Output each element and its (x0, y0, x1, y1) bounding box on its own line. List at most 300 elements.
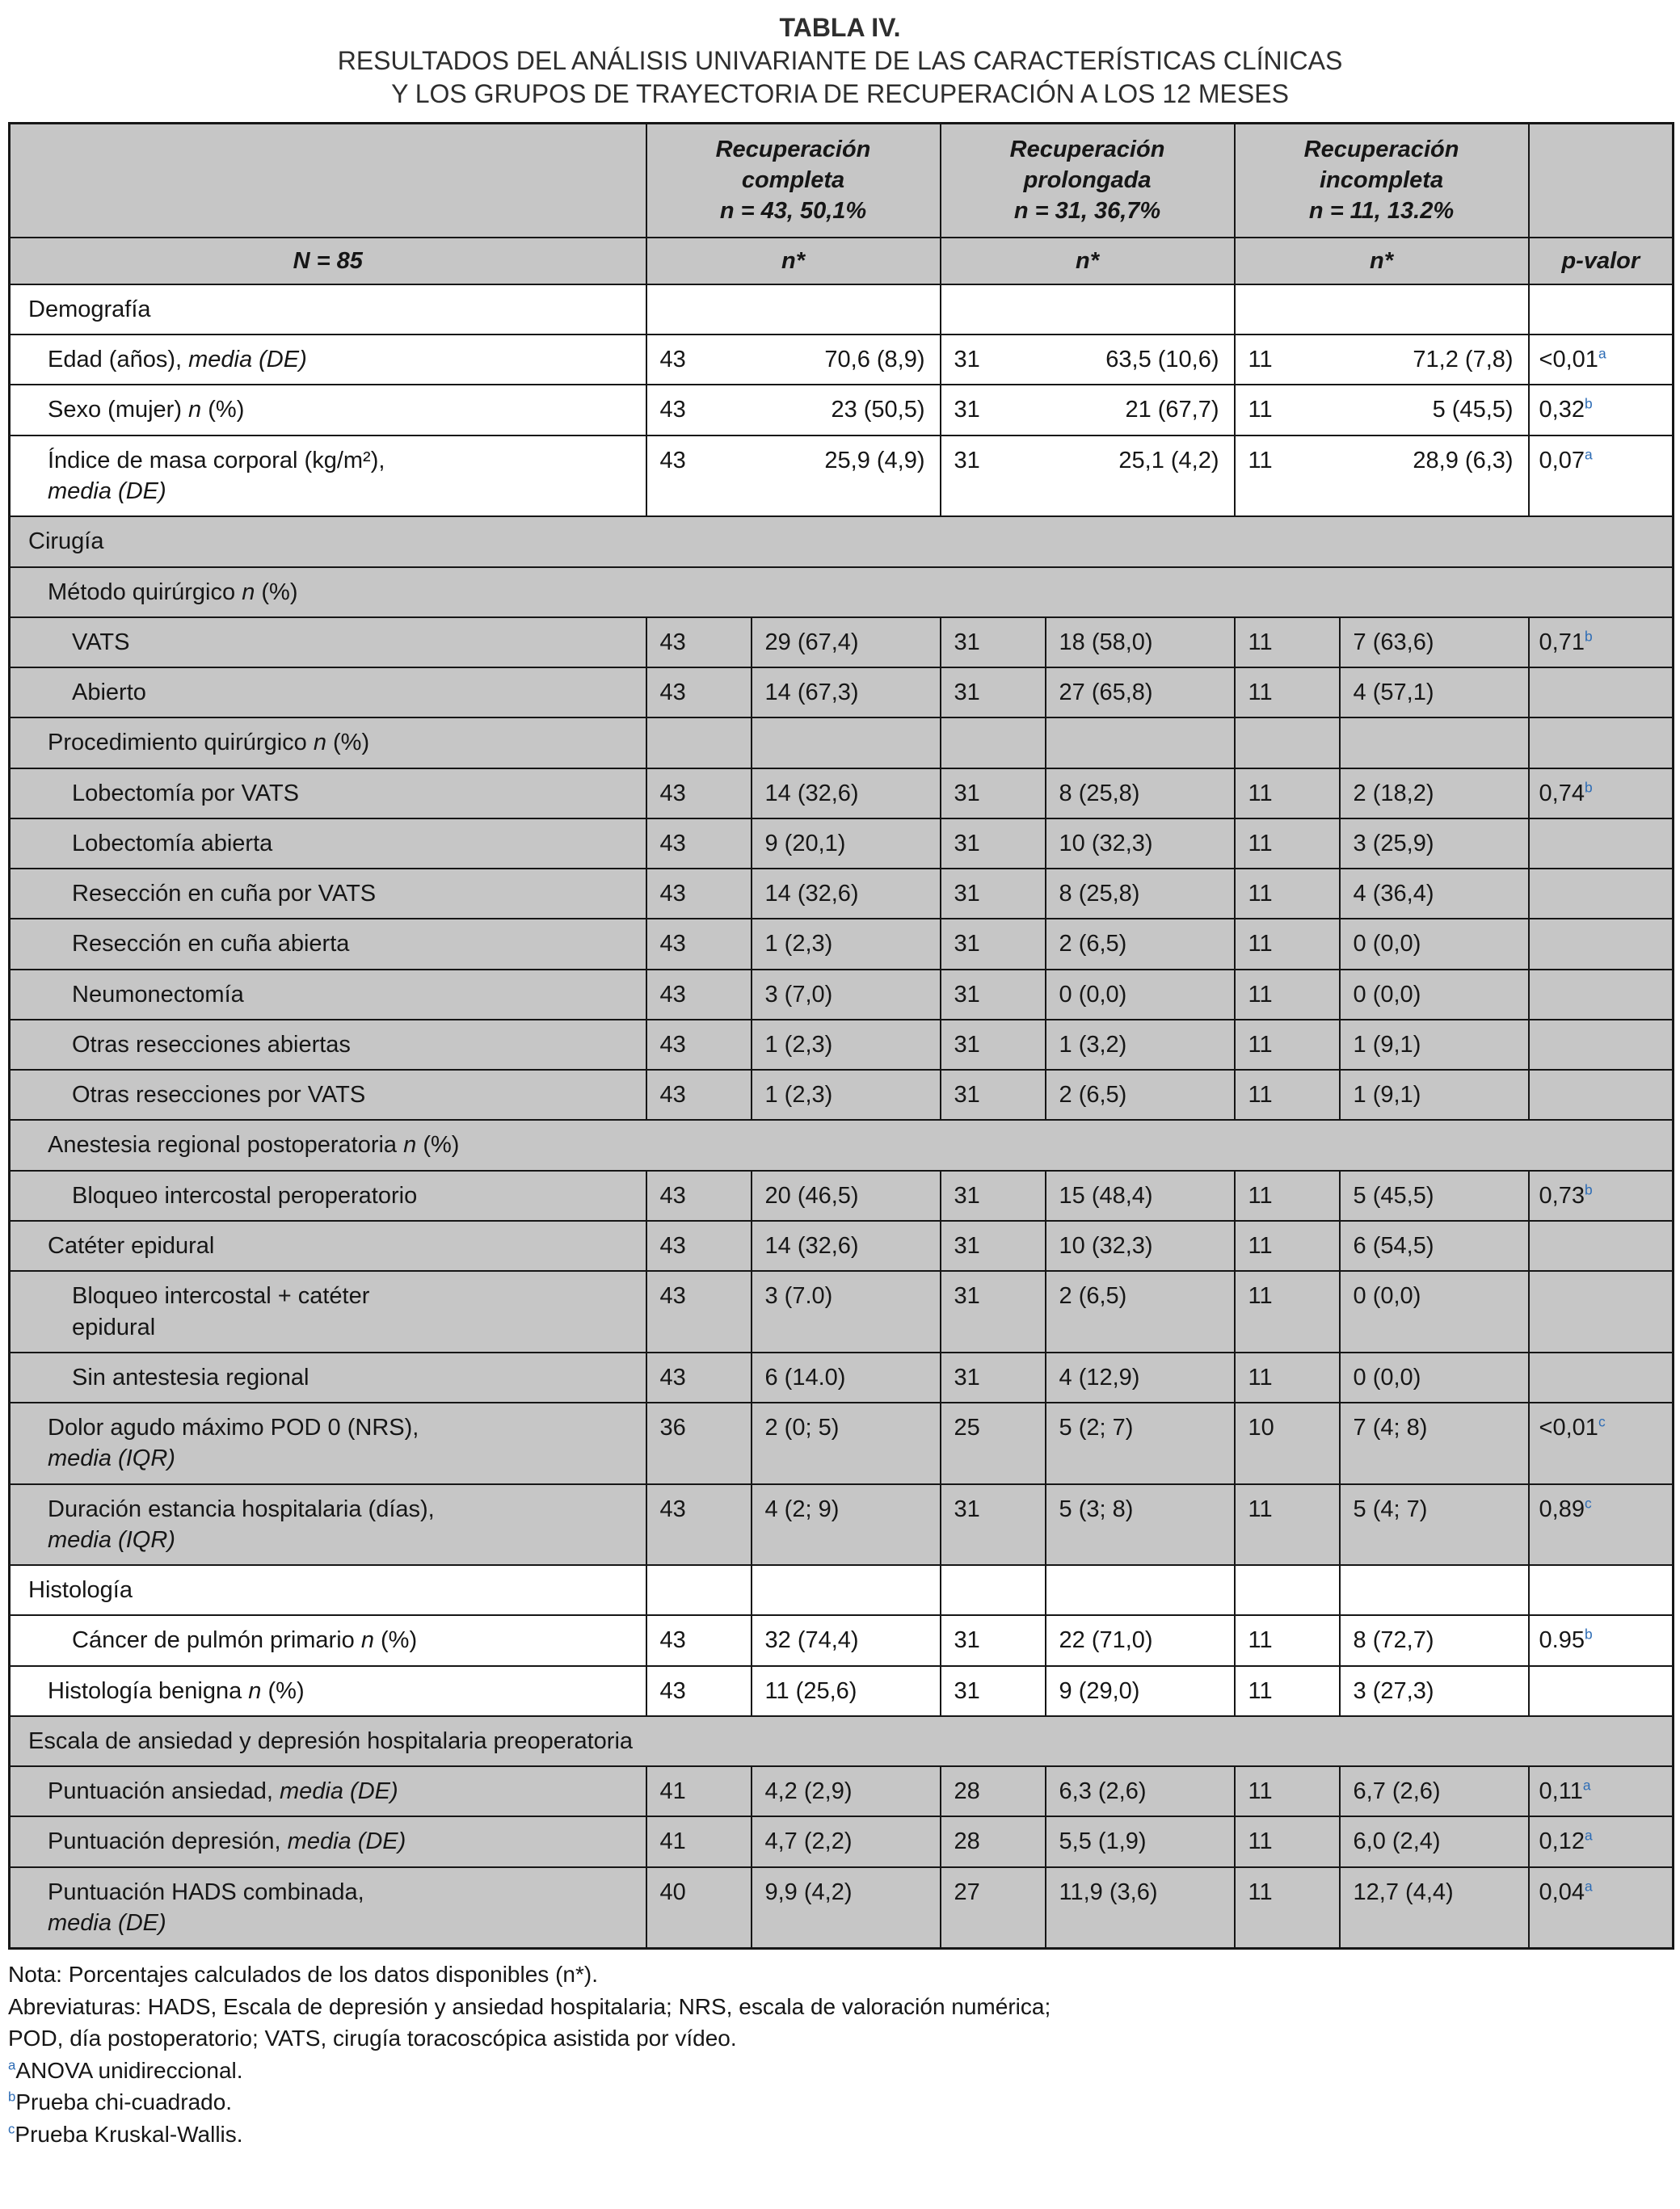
value-cell: 3 (27,3) (1340, 1666, 1529, 1716)
n-available-cell: 25 (941, 1403, 1046, 1484)
row-label-text: Catéter epidural (48, 1232, 215, 1259)
row-label-text: n (313, 730, 326, 756)
value-cell: 14 (32,6) (752, 869, 941, 919)
n-available-cell: 43 (646, 919, 752, 969)
value-cell: 3 (7.0) (752, 1271, 941, 1353)
group-title-line: Recuperación (1009, 136, 1165, 162)
n-available-cell (1235, 1565, 1340, 1615)
group-n-line: n = 11, 13.2% (1308, 198, 1455, 225)
n-available-cell: 31 (941, 1271, 1046, 1353)
table-note: $^c$Prueba Kruskal-Wallis. (8, 2121, 243, 2147)
value-cell: 1 (9,1) (1340, 1020, 1529, 1070)
row-label-text: (%) (255, 579, 298, 605)
n-available-cell: 11 (1235, 1766, 1340, 1816)
n-available-cell: 31 (941, 1353, 1046, 1403)
n-available-cell: 31 (941, 1070, 1046, 1120)
row-label-cell (10, 1615, 646, 1665)
p-value-cell: <0,01$^a$ (1529, 335, 1674, 385)
row-label-text: Escala de ansiedad y depresión hospitalaria preoperatoria (28, 1727, 634, 1754)
value-cell: 18 (58,0) (1046, 617, 1235, 667)
footnote-ref-link[interactable]: b (1585, 628, 1593, 645)
footnote-ref-link[interactable]: c (1598, 1413, 1606, 1430)
table-row (10, 717, 1674, 768)
row-label-cell (10, 567, 1674, 617)
row-label-text: media (IQR) (48, 1445, 175, 1472)
value-cell: 12,7 (4,4) (1340, 1867, 1529, 1949)
value-cell: 21 (67,7) (1046, 385, 1235, 435)
table-row (10, 435, 1674, 517)
n-available-cell: 11 (1235, 1484, 1340, 1566)
p-value-cell (1529, 667, 1674, 717)
value-cell: 1 (2,3) (752, 1070, 941, 1120)
value-cell: 4,2 (2,9) (752, 1766, 941, 1816)
n-available-cell: 28 (941, 1766, 1046, 1816)
n-star-header: n* (941, 238, 1235, 284)
table-row (10, 335, 1674, 385)
row-label-cell (10, 667, 646, 717)
row-label-text: Índice de masa corporal (kg/m²), (48, 447, 385, 473)
footnote-ref-link[interactable]: a (1598, 345, 1606, 362)
row-label-text: Lobectomía por VATS (72, 780, 300, 806)
group-header-row (10, 123, 1674, 237)
row-label-cell (10, 1353, 646, 1403)
group-header-recuperacion-incompleta (1235, 123, 1529, 237)
row-label-text: Sin antestesia regional (72, 1364, 309, 1391)
value-cell: 6,0 (2,4) (1340, 1816, 1529, 1866)
row-label-text: epidural (72, 1314, 156, 1340)
p-value-cell (1529, 1271, 1674, 1353)
value-cell: 11,9 (3,6) (1046, 1867, 1235, 1949)
section-band-row (10, 516, 1674, 566)
row-label-text: (%) (373, 1627, 418, 1654)
value-cell: 20 (46,5) (752, 1171, 941, 1221)
n-available-cell: 11 (1235, 1816, 1340, 1866)
row-label-text: Edad (años), (48, 347, 189, 373)
value-cell: 63,5 (10,6) (1046, 335, 1235, 385)
n-available-cell: 11 (1235, 970, 1340, 1020)
univariate-analysis-table (8, 122, 1674, 1950)
n-available-cell: 43 (646, 1221, 752, 1271)
value-cell: 14 (32,6) (752, 768, 941, 818)
n-available-cell: 43 (646, 667, 752, 717)
row-label-text: Abierto (72, 680, 146, 706)
table-note: Nota: Porcentajes calculados de los datos disponibles (n*). (8, 1962, 598, 1988)
total-n-header: N = 85 (10, 238, 646, 284)
p-value-cell: 0,89$^c$ (1529, 1484, 1674, 1566)
row-label-text: Duración estancia hospitalaria (días), (48, 1496, 435, 1522)
row-label-text: Dolor agudo máximo POD 0 (NRS), (48, 1415, 419, 1441)
footnote-ref-link[interactable]: b (1585, 778, 1593, 795)
row-label-text: (%) (416, 1132, 460, 1159)
n-available-cell: 43 (646, 335, 752, 385)
value-cell: 32 (74,4) (752, 1615, 941, 1665)
n-available-cell: 11 (1235, 1020, 1340, 1070)
n-available-cell: 11 (1235, 1353, 1340, 1403)
group-title-line: Recuperación (1303, 136, 1459, 162)
value-cell (1340, 717, 1529, 768)
value-cell: 8 (25,8) (1046, 768, 1235, 818)
p-value-cell: 0,11$^a$ (1529, 1766, 1674, 1816)
n-available-cell: 11 (1235, 1867, 1340, 1949)
table-note: Abreviaturas: HADS, Escala de depresión y ansiedad hospitalaria; NRS, escala de valoración numérica; (8, 1993, 1051, 2019)
value-cell: 7 (4; 8) (1340, 1403, 1529, 1484)
row-label-cell (10, 1484, 646, 1566)
value-cell: 5,5 (1,9) (1046, 1816, 1235, 1866)
n-available-cell: 27 (941, 1867, 1046, 1949)
row-label-text: VATS (72, 629, 130, 655)
row-label-text: media (DE) (280, 1778, 398, 1805)
row-label-text: Anestesia regional postoperatoria (48, 1132, 404, 1159)
row-label-cell (10, 1221, 646, 1271)
n-available-cell: 11 (1235, 768, 1340, 818)
n-available-cell: 43 (646, 1666, 752, 1716)
table-row (10, 1020, 1674, 1070)
row-label-cell (10, 1816, 646, 1866)
n-available-cell (941, 284, 1046, 335)
row-label-text: Bloqueo intercostal peroperatorio (72, 1182, 418, 1209)
n-available-cell: 43 (646, 435, 752, 517)
p-value-cell (1529, 970, 1674, 1020)
n-available-cell: 43 (646, 617, 752, 667)
n-available-cell (1235, 717, 1340, 768)
table-title-line-2: Y LOS GRUPOS DE TRAYECTORIA DE RECUPERACIÓN A LOS 12 MESES (391, 78, 1289, 108)
row-label-cell (10, 1867, 646, 1949)
p-value-cell (1529, 284, 1674, 335)
value-cell: 14 (67,3) (752, 667, 941, 717)
table-row (10, 1403, 1674, 1484)
value-cell: 4 (12,9) (1046, 1353, 1235, 1403)
n-available-cell: 43 (646, 1353, 752, 1403)
table-row (10, 1070, 1674, 1120)
value-cell: 2 (6,5) (1046, 1271, 1235, 1353)
row-label-text: Puntuación HADS combinada, (48, 1879, 364, 1905)
p-value-cell (1529, 919, 1674, 969)
n-available-cell: 31 (941, 818, 1046, 869)
value-cell (1046, 1565, 1235, 1615)
n-available-cell: 31 (941, 869, 1046, 919)
row-label-text: media (DE) (48, 478, 166, 504)
n-available-cell: 31 (941, 335, 1046, 385)
row-label-cell (10, 1120, 1674, 1170)
n-available-cell: 43 (646, 1615, 752, 1665)
table-note: POD, día postoperatorio; VATS, cirugía toracoscópica asistida por vídeo. (8, 2026, 737, 2051)
p-value-cell: 0,04$^a$ (1529, 1867, 1674, 1949)
p-value-cell: <0,01$^c$ (1529, 1403, 1674, 1484)
empty-p-header-cell (1529, 123, 1674, 237)
value-cell: 2 (6,5) (1046, 919, 1235, 969)
n-available-cell: 11 (1235, 1615, 1340, 1665)
n-available-cell: 31 (941, 617, 1046, 667)
row-label-text: Histología (28, 1577, 133, 1604)
n-available-cell: 11 (1235, 1070, 1340, 1120)
value-cell (1046, 717, 1235, 768)
n-available-cell: 31 (941, 1484, 1046, 1566)
n-available-cell (646, 1565, 752, 1615)
value-cell: 6,3 (2,6) (1046, 1766, 1235, 1816)
column-header-row (10, 238, 1674, 284)
row-label-text: Resección en cuña por VATS (72, 881, 377, 907)
footnote-marker-link[interactable]: b (8, 2089, 16, 2105)
value-cell (1340, 1565, 1529, 1615)
footnote-marker-link[interactable]: a (8, 2057, 16, 2073)
row-label-cell (10, 768, 646, 818)
value-cell: 9,9 (4,2) (752, 1867, 941, 1949)
value-cell: 1 (2,3) (752, 1020, 941, 1070)
n-available-cell: 40 (646, 1867, 752, 1949)
table-row (10, 919, 1674, 969)
row-label-cell (10, 435, 646, 517)
value-cell: 15 (48,4) (1046, 1171, 1235, 1221)
value-cell: 5 (45,5) (1340, 1171, 1529, 1221)
n-available-cell (1235, 284, 1340, 335)
n-available-cell: 43 (646, 818, 752, 869)
row-label-text: Puntuación depresión, (48, 1828, 288, 1855)
value-cell: 10 (32,3) (1046, 818, 1235, 869)
n-available-cell: 43 (646, 869, 752, 919)
row-label-text: Cáncer de pulmón primario (72, 1627, 361, 1654)
row-label-cell (10, 385, 646, 435)
group-n-line: n = 31, 36,7% (1013, 198, 1161, 225)
n-available-cell: 11 (1235, 617, 1340, 667)
section-band-row (10, 567, 1674, 617)
table-row (10, 1766, 1674, 1816)
n-available-cell: 11 (1235, 919, 1340, 969)
value-cell: 7 (63,6) (1340, 617, 1529, 667)
footnote-ref-link[interactable]: b (1585, 395, 1593, 412)
row-label-text: Procedimiento quirúrgico (48, 730, 314, 756)
table-row (10, 1171, 1674, 1221)
group-title-line: prolongada (1023, 167, 1152, 194)
value-cell (752, 717, 941, 768)
value-cell: 25,9 (4,9) (752, 435, 941, 517)
table-row (10, 1816, 1674, 1866)
value-cell: 1 (3,2) (1046, 1020, 1235, 1070)
n-available-cell: 31 (941, 1666, 1046, 1716)
value-cell: 3 (7,0) (752, 970, 941, 1020)
n-available-cell: 11 (1235, 1221, 1340, 1271)
value-cell: 70,6 (8,9) (752, 335, 941, 385)
p-value-cell (1529, 1666, 1674, 1716)
p-value-header: p-valor (1529, 238, 1674, 284)
footnote-ref-link[interactable]: a (1585, 1878, 1593, 1895)
value-cell: 4 (36,4) (1340, 869, 1529, 919)
value-cell: 1 (2,3) (752, 919, 941, 969)
footnote-ref-link[interactable]: a (1582, 1777, 1591, 1794)
n-available-cell: 11 (1235, 667, 1340, 717)
table-caption (8, 11, 1672, 111)
section-band-row (10, 1120, 1674, 1170)
value-cell: 6 (14.0) (752, 1353, 941, 1403)
p-value-cell (1529, 1353, 1674, 1403)
value-cell: 23 (50,5) (752, 385, 941, 435)
n-available-cell: 31 (941, 385, 1046, 435)
value-cell: 9 (29,0) (1046, 1666, 1235, 1716)
n-available-cell: 36 (646, 1403, 752, 1484)
group-title-line: Recuperación (715, 136, 871, 162)
row-label-text: Método quirúrgico (48, 579, 242, 605)
value-cell: 29 (67,4) (752, 617, 941, 667)
value-cell: 1 (9,1) (1340, 1070, 1529, 1120)
row-label-cell (10, 970, 646, 1020)
row-label-cell (10, 717, 646, 768)
table-title-line-1: RESULTADOS DEL ANÁLISIS UNIVARIANTE DE LAS CARACTERÍSTICAS CLÍNICAS (337, 45, 1343, 75)
row-label-cell (10, 284, 646, 335)
row-label-text: Cirugía (28, 528, 104, 555)
table-row (10, 1666, 1674, 1716)
table-row (10, 617, 1674, 667)
value-cell: 0 (0,0) (1046, 970, 1235, 1020)
row-label-text: media (IQR) (48, 1526, 175, 1553)
n-available-cell (646, 284, 752, 335)
group-title-line: incompleta (1319, 167, 1444, 194)
row-label-text: Puntuación ansiedad, (48, 1778, 280, 1805)
group-header-recuperacion-completa (646, 123, 941, 237)
p-value-cell: 0.95$^b$ (1529, 1615, 1674, 1665)
n-available-cell: 41 (646, 1766, 752, 1816)
value-cell: 4 (2; 9) (752, 1484, 941, 1566)
table-row (10, 1615, 1674, 1665)
value-cell: 6,7 (2,6) (1340, 1766, 1529, 1816)
n-available-cell: 43 (646, 385, 752, 435)
n-available-cell: 11 (1235, 1666, 1340, 1716)
row-label-cell (10, 1565, 646, 1615)
row-label-text: Bloqueo intercostal + catéter (72, 1283, 370, 1310)
empty-corner-cell (10, 123, 646, 237)
row-label-text: Sexo (mujer) (48, 397, 189, 423)
n-available-cell: 11 (1235, 435, 1340, 517)
p-value-cell: 0,73$^b$ (1529, 1171, 1674, 1221)
value-cell (1046, 284, 1235, 335)
p-value-cell: 0,32$^b$ (1529, 385, 1674, 435)
footnote-ref-link[interactable]: c (1585, 1494, 1592, 1511)
table-row (10, 869, 1674, 919)
row-label-cell (10, 1020, 646, 1070)
table-row (10, 1353, 1674, 1403)
footnote-ref-link[interactable]: b (1585, 1181, 1593, 1198)
n-available-cell (646, 717, 752, 768)
value-cell: 4 (57,1) (1340, 667, 1529, 717)
row-label-text: (%) (326, 730, 370, 756)
p-value-cell (1529, 818, 1674, 869)
p-value-cell (1529, 869, 1674, 919)
value-cell (1340, 284, 1529, 335)
value-cell: 71,2 (7,8) (1340, 335, 1529, 385)
value-cell: 2 (6,5) (1046, 1070, 1235, 1120)
n-available-cell: 31 (941, 970, 1046, 1020)
p-value-cell: 0,74$^b$ (1529, 768, 1674, 818)
row-label-cell (10, 1666, 646, 1716)
footnote-marker-link[interactable]: c (8, 2121, 15, 2137)
table-note: $^a$ANOVA unidireccional. (8, 2057, 243, 2083)
p-value-cell (1529, 717, 1674, 768)
n-available-cell: 31 (941, 768, 1046, 818)
row-label-text: n (248, 1677, 262, 1704)
row-label-text: Demografía (28, 296, 151, 322)
n-available-cell: 41 (646, 1816, 752, 1866)
n-star-header: n* (646, 238, 941, 284)
value-cell: 28,9 (6,3) (1340, 435, 1529, 517)
p-value-cell (1529, 1221, 1674, 1271)
table-row (10, 768, 1674, 818)
row-label-text: media (DE) (287, 1828, 406, 1855)
value-cell (752, 284, 941, 335)
row-label-text: media (DE) (48, 1909, 166, 1936)
n-available-cell: 31 (941, 1221, 1046, 1271)
n-available-cell: 28 (941, 1816, 1046, 1866)
n-available-cell: 31 (941, 435, 1046, 517)
value-cell: 2 (0; 5) (752, 1403, 941, 1484)
row-label-text: (%) (201, 397, 245, 423)
n-star-header: n* (1235, 238, 1529, 284)
row-label-cell (10, 1171, 646, 1221)
footnote-ref-link[interactable]: a (1585, 1827, 1593, 1844)
table-row (10, 1221, 1674, 1271)
row-label-text: n (242, 579, 255, 605)
value-cell: 25,1 (4,2) (1046, 435, 1235, 517)
table-notes (8, 1959, 1672, 2149)
row-label-cell (10, 869, 646, 919)
row-label-text: Resección en cuña abierta (72, 931, 350, 957)
value-cell: 14 (32,6) (752, 1221, 941, 1271)
row-label-cell (10, 1403, 646, 1484)
value-cell: 0 (0,0) (1340, 919, 1529, 969)
table-note: $^b$Prueba chi-cuadrado. (8, 2089, 233, 2115)
row-label-cell (10, 335, 646, 385)
value-cell: 9 (20,1) (752, 818, 941, 869)
n-available-cell: 31 (941, 1020, 1046, 1070)
p-value-cell (1529, 1020, 1674, 1070)
value-cell: 8 (72,7) (1340, 1615, 1529, 1665)
footnote-ref-link[interactable]: b (1585, 1626, 1593, 1643)
value-cell: 3 (25,9) (1340, 818, 1529, 869)
value-cell: 2 (18,2) (1340, 768, 1529, 818)
row-label-text: Otras resecciones por VATS (72, 1082, 366, 1109)
n-available-cell: 43 (646, 768, 752, 818)
table-row (10, 1565, 1674, 1615)
value-cell: 5 (45,5) (1340, 385, 1529, 435)
n-available-cell: 10 (1235, 1403, 1340, 1484)
row-label-cell (10, 516, 1674, 566)
n-available-cell: 31 (941, 1615, 1046, 1665)
n-available-cell: 43 (646, 1171, 752, 1221)
p-value-cell (1529, 1565, 1674, 1615)
row-label-text: Otras resecciones abiertas (72, 1031, 351, 1058)
p-value-cell: 0,07$^a$ (1529, 435, 1674, 517)
n-available-cell: 43 (646, 1070, 752, 1120)
row-label-text: n (360, 1627, 374, 1654)
n-available-cell: 11 (1235, 1271, 1340, 1353)
section-band-row (10, 1716, 1674, 1766)
value-cell: 5 (3; 8) (1046, 1484, 1235, 1566)
table-row (10, 667, 1674, 717)
footnote-ref-link[interactable]: a (1585, 446, 1593, 463)
n-available-cell: 31 (941, 1171, 1046, 1221)
value-cell: 5 (4; 7) (1340, 1484, 1529, 1566)
table-body (10, 284, 1674, 1949)
group-title-line: completa (741, 167, 845, 194)
table-row (10, 818, 1674, 869)
value-cell: 4,7 (2,2) (752, 1816, 941, 1866)
group-n-line: n = 43, 50,1% (719, 198, 867, 225)
row-label-cell (10, 1271, 646, 1353)
table-row (10, 1867, 1674, 1949)
p-value-cell: 0,71$^b$ (1529, 617, 1674, 667)
table-row (10, 284, 1674, 335)
value-cell: 0 (0,0) (1340, 1271, 1529, 1353)
row-label-cell (10, 818, 646, 869)
n-available-cell (941, 1565, 1046, 1615)
row-label-text: media (DE) (188, 347, 307, 373)
